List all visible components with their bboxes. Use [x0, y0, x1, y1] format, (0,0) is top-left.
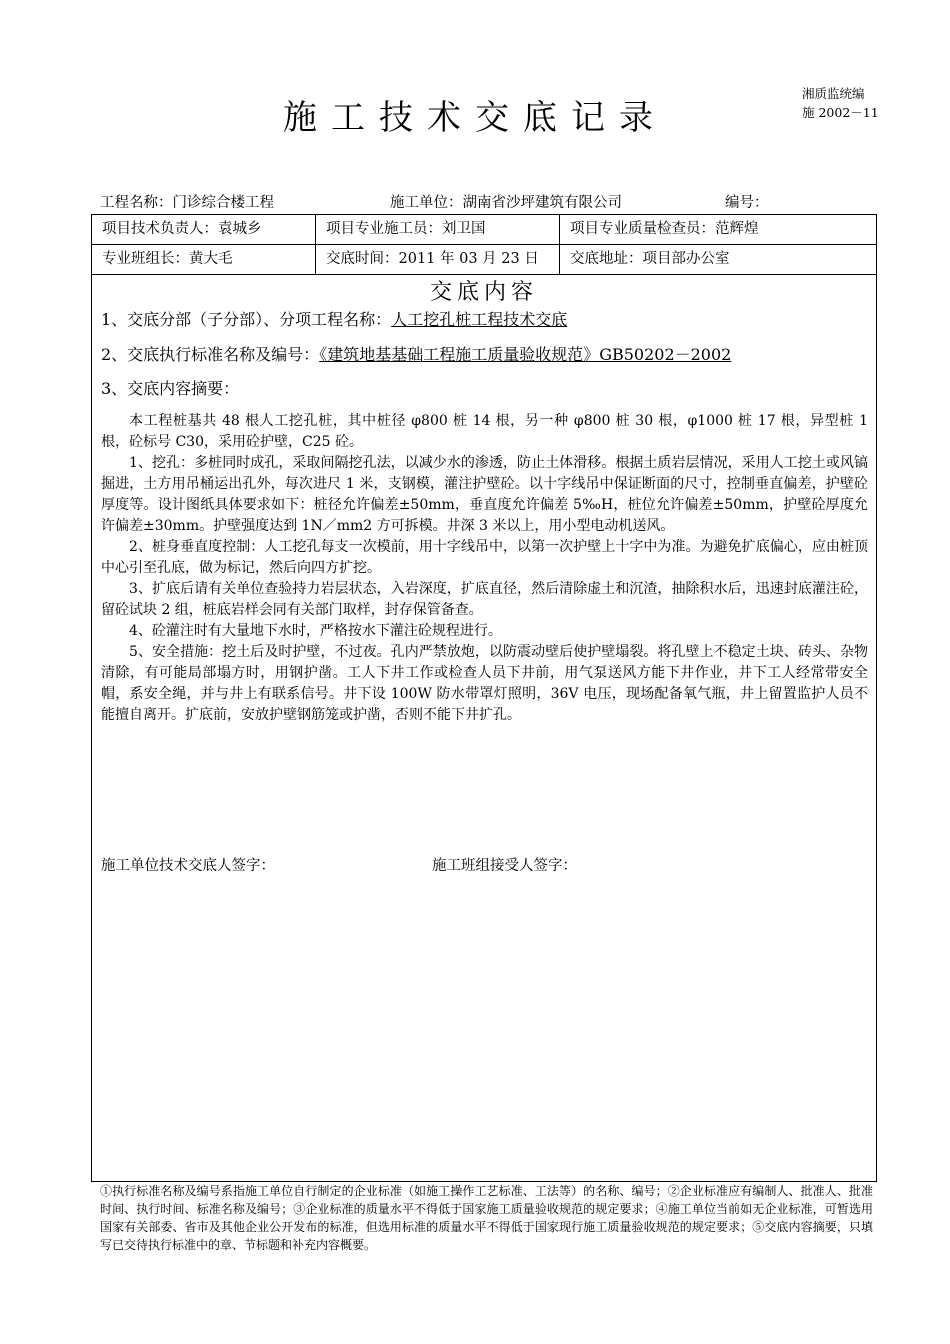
project-name: 工程名称：门诊综合楼工程 — [100, 195, 274, 211]
item-3-label: 3、交底内容摘要： — [101, 379, 240, 398]
tech-lead-cell: 项目技术负责人：袁城乡 — [92, 215, 316, 244]
document-code-line2: 施 2002－11 — [802, 105, 879, 120]
receiver-signature-label: 施工班组接受人签字： — [432, 858, 577, 874]
info-row-1 — [92, 215, 876, 245]
page-title: 施工技术交底记录 — [283, 98, 667, 138]
quality-inspector-cell: 项目专业质量检查员：范辉煌 — [570, 221, 759, 237]
section-title: 交底内容 — [429, 280, 538, 305]
document-number-label: 编号： — [725, 195, 769, 211]
construction-unit: 施工单位：湖南省沙坪建筑有限公司 — [390, 195, 622, 211]
summary-paragraph: 5、安全措施：挖土后及时护壁，不过夜。孔内严禁放炮，以防震动壁后使护壁塌裂。将孔壁上不稳定土块、砖头、杂物清除，有可能局部塌方时，用钢护凿。工人下井工作或检查人员下井前，用气泵送风方能下井作业，井下工人经常带安全帽，系安全绳，并与井上有联系信号。井下设 100W 防水带罩灯照明，36V 电压，现场配备氧气瓶，井上留置监护人员不能擅自离开。扩底前，安放护壁钢筋笼或护凿，否则不能下井扩孔。 — [101, 644, 868, 723]
summary-paragraph: 1、挖孔：多桩同时成孔，采取间隔挖孔法，以减少水的渗透，防止土体滑移。根据土质岩层情况，采用人工挖土或风镐掘进，土方用吊桶运出孔外，每次进尺 1 米，支钢模，灌注护壁砼。以十字线吊中保证断面的尺寸，控制垂直偏差，护壁砼厚度等。设计图纸具体要求如下：桩径允许偏差±50mm，垂直度允许偏差 5‰H，桩位允许偏差±50mm，护壁砼厚度允许偏差±30mm。护壁强度达到 1N／mm2 方可拆模。井深 3 米以上，用小型电动机送风。 — [101, 455, 868, 534]
item-1-value: 人工挖孔桩工程技术交底 — [391, 310, 568, 329]
handover-place-cell: 交底地址：项目部办公室 — [570, 251, 730, 267]
team-leader-cell: 专业班组长：黄大毛 — [92, 245, 316, 274]
item-3 — [101, 377, 239, 401]
item-2-label: 2、交底执行标准名称及编号： — [101, 345, 320, 364]
header-row — [100, 193, 880, 213]
document-code-line1: 湘质监统编 — [802, 86, 865, 101]
discloser-signature-label: 施工单位技术交底人签字： — [101, 858, 275, 874]
content-summary — [101, 411, 868, 726]
item-1 — [101, 308, 567, 332]
summary-paragraph: 3、扩底后请有关单位查验持力岩层状态，入岩深度，扩底直径，然后清除虚土和沉渣，抽除积水后，迅速封底灌注砼，留砼试块 2 组，桩底岩样会同有关部门取样，封存保管备查。 — [101, 581, 868, 618]
summary-paragraph: 4、砼灌注时有大量地下水时，严格按水下灌注砼规程进行。 — [129, 623, 502, 639]
record-form — [91, 214, 877, 1182]
summary-paragraph: 2、桩身垂直度控制：人工挖孔每支一次模前，用十字线吊中，以第一次护壁上十字中为准。为避免扩底偏心，应由桩顶中心引至孔底，做为标记，然后向四方扩挖。 — [101, 539, 868, 576]
footnote: ①执行标准名称及编号系指施工单位自行制定的企业标准（如施工操作工艺标准、工法等）的名称、编号；②企业标准应有编制人、批准人、批准时间、执行时间、标准名称及编号；③企业标准的质量水平不得低于国家施工质量验收规范的规定要求；④施工单位当前如无企业标准，可暂选用国家有关部委、省市及其他企业公开发布的标准，但选用标准的质量水平不得低于国家现行施工质量验收规范的规定要求；⑤交底内容摘要，只填写已交待执行标准中的章、节标题和补充内容概要。 — [100, 1184, 873, 1252]
item-2 — [101, 343, 731, 367]
info-row-2 — [92, 245, 876, 275]
handover-time-cell: 交底时间：2011 年 03 月 23 日 — [316, 245, 560, 274]
construction-worker-cell: 项目专业施工员：刘卫国 — [316, 215, 560, 244]
item-2-value: 《建筑地基基础工程施工质量验收规范》GB50202－2002 — [319, 345, 732, 364]
item-1-label: 1、交底分部（子分部）、分项工程名称： — [101, 310, 392, 329]
summary-paragraph: 本工程桩基共 48 根人工挖孔桩，其中桩径 φ800 桩 14 根，另一种 φ800 桩 30 根，φ1000 桩 17 根，异型桩 1 根，砼标号 C30，采用砼护壁，C25 砼。 — [101, 413, 868, 450]
